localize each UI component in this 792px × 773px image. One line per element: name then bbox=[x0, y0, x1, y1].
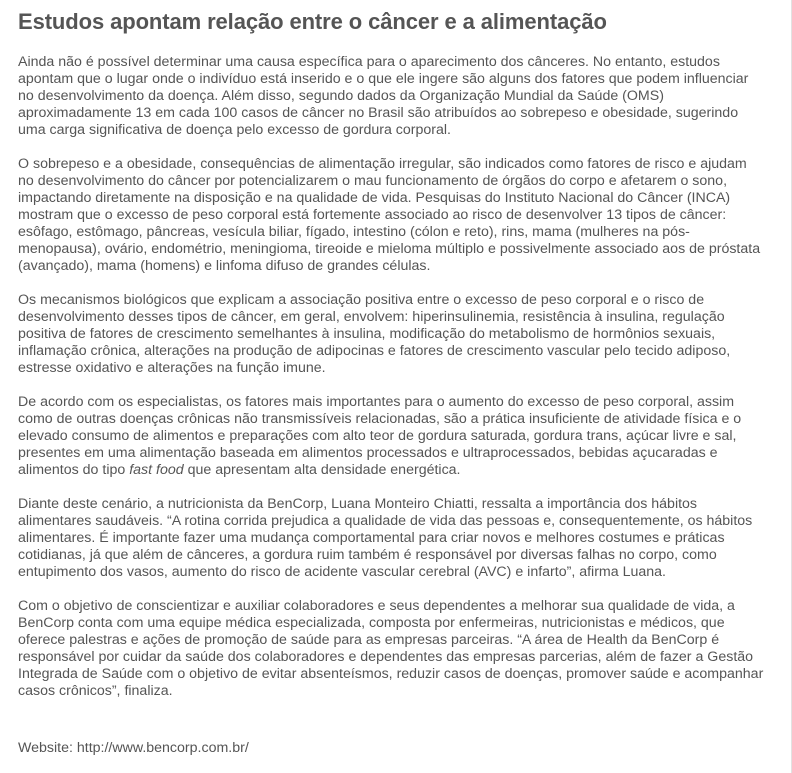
paragraph-4-text-start: De acordo com os especialistas, os fatores mais importantes para o aumento do excesso de peso corporal, assim como de outras doenças crônicas não transmissíveis relacionadas, são a prática insuficiente de atividade física e o elevado consumo de alimentos e preparações com alto teor de gordura saturada, gordura trans, açúcar livre e sal, presentes em uma alimentação baseada em alimentos processados e ultraprocessados, bebidas açucaradas e alimentos do tipo bbox=[18, 394, 742, 478]
paragraph-4-text-end: que apresentam alta densidade energética. bbox=[183, 462, 461, 478]
paragraph-4 bbox=[18, 394, 766, 479]
paragraph-3: Os mecanismos biológicos que explicam a associação positiva entre o excesso de peso corporal e o risco de desenvolvimento desses tipos de câncer, em geral, envolvem: hiperinsulinemia, resistência à insulina, regulação positiva de fatores de crescimento semelhantes à insulina, modificação do metabolismo de hormônios sexuais, inflamação crônica, alterações na produção de adipocinas e fatores de crescimento vascular pelo tecido adiposo, estresse oxidativo e alterações na função imune. bbox=[18, 292, 731, 376]
article-title: Estudos apontam relação entre o câncer e a alimentação bbox=[18, 9, 607, 34]
paragraph-6: Com o objetivo de conscientizar e auxiliar colaboradores e seus dependentes a melhorar sua qualidade de vida, a BenCorp conta com uma equipe médica especializada, composta por enfermeiras, nutricionistas e médicos, que oferece palestras e ações de promoção de saúde para as empresas parceiras. “A área de Health da BenCorp é responsável por cuidar da saúde dos colaboradores e dependentes das empresas parcerias, além de fazer a Gestão Integrada de Saúde com o objetivo de evitar absenteísmos, reduzir casos de doenças, promover saúde e acompanhar casos crônicos”, finaliza. bbox=[18, 598, 764, 699]
website-line: Website: http://www.bencorp.com.br/ bbox=[18, 740, 249, 756]
paragraph-4-italic: fast food bbox=[129, 462, 184, 478]
paragraph-5: Diante deste cenário, a nutricionista da BenCorp, Luana Monteiro Chiatti, ressalta a importância dos hábitos alimentares saudáveis. “A rotina corrida prejudica a qualidade de vida das pessoas e, consequentemente, os hábitos alimentares. É importante fazer uma mudança comportamental para criar novos e melhores costumes e práticas cotidianas, já que além de cânceres, a gordura ruim também é responsável por diversas falhas no corpo, como entupimento dos vasos, aumento do risco de acidente vascular cerebral (AVC) e infarto”, afirma Luana. bbox=[18, 496, 753, 580]
paragraph-2: O sobrepeso e a obesidade, consequências de alimentação irregular, são indicados como fatores de risco e ajudam no desenvolvimento do câncer por potencializarem o mau funcionamento de órgãos do corpo e afetarem o sono, impactando diretamente na disposição e na qualidade de vida. Pesquisas do Instituto Nacional do Câncer (INCA) mostram que o excesso de peso corporal está fortemente associado ao risco de desenvolver 13 tipos de câncer: esôfago, estômago, pâncreas, vesícula biliar, fígado, intestino (cólon e reto), rins, mama (mulheres na pós-menopausa), ovário, endométrio, meningioma, tireoide e mieloma múltiplo e possivelmente associado aos de próstata (avançado), mama (homens) e linfoma difuso de grandes células. bbox=[18, 156, 761, 274]
article bbox=[18, 8, 766, 717]
paragraph-1: Ainda não é possível determinar uma causa específica para o aparecimento dos cânceres. No entanto, estudos apontam que o lugar onde o indivíduo está inserido e o que ele ingere são alguns dos fatores que podem influenciar no desenvolvimento da doença. Além disso, segundo dados da Organização Mundial da Saúde (OMS) aproximadamente 13 em cada 100 casos de câncer no Brasil são atribuídos ao sobrepeso e obesidade, sugerindo uma carga significativa de doença pelo excesso de gordura corporal. bbox=[18, 54, 749, 138]
